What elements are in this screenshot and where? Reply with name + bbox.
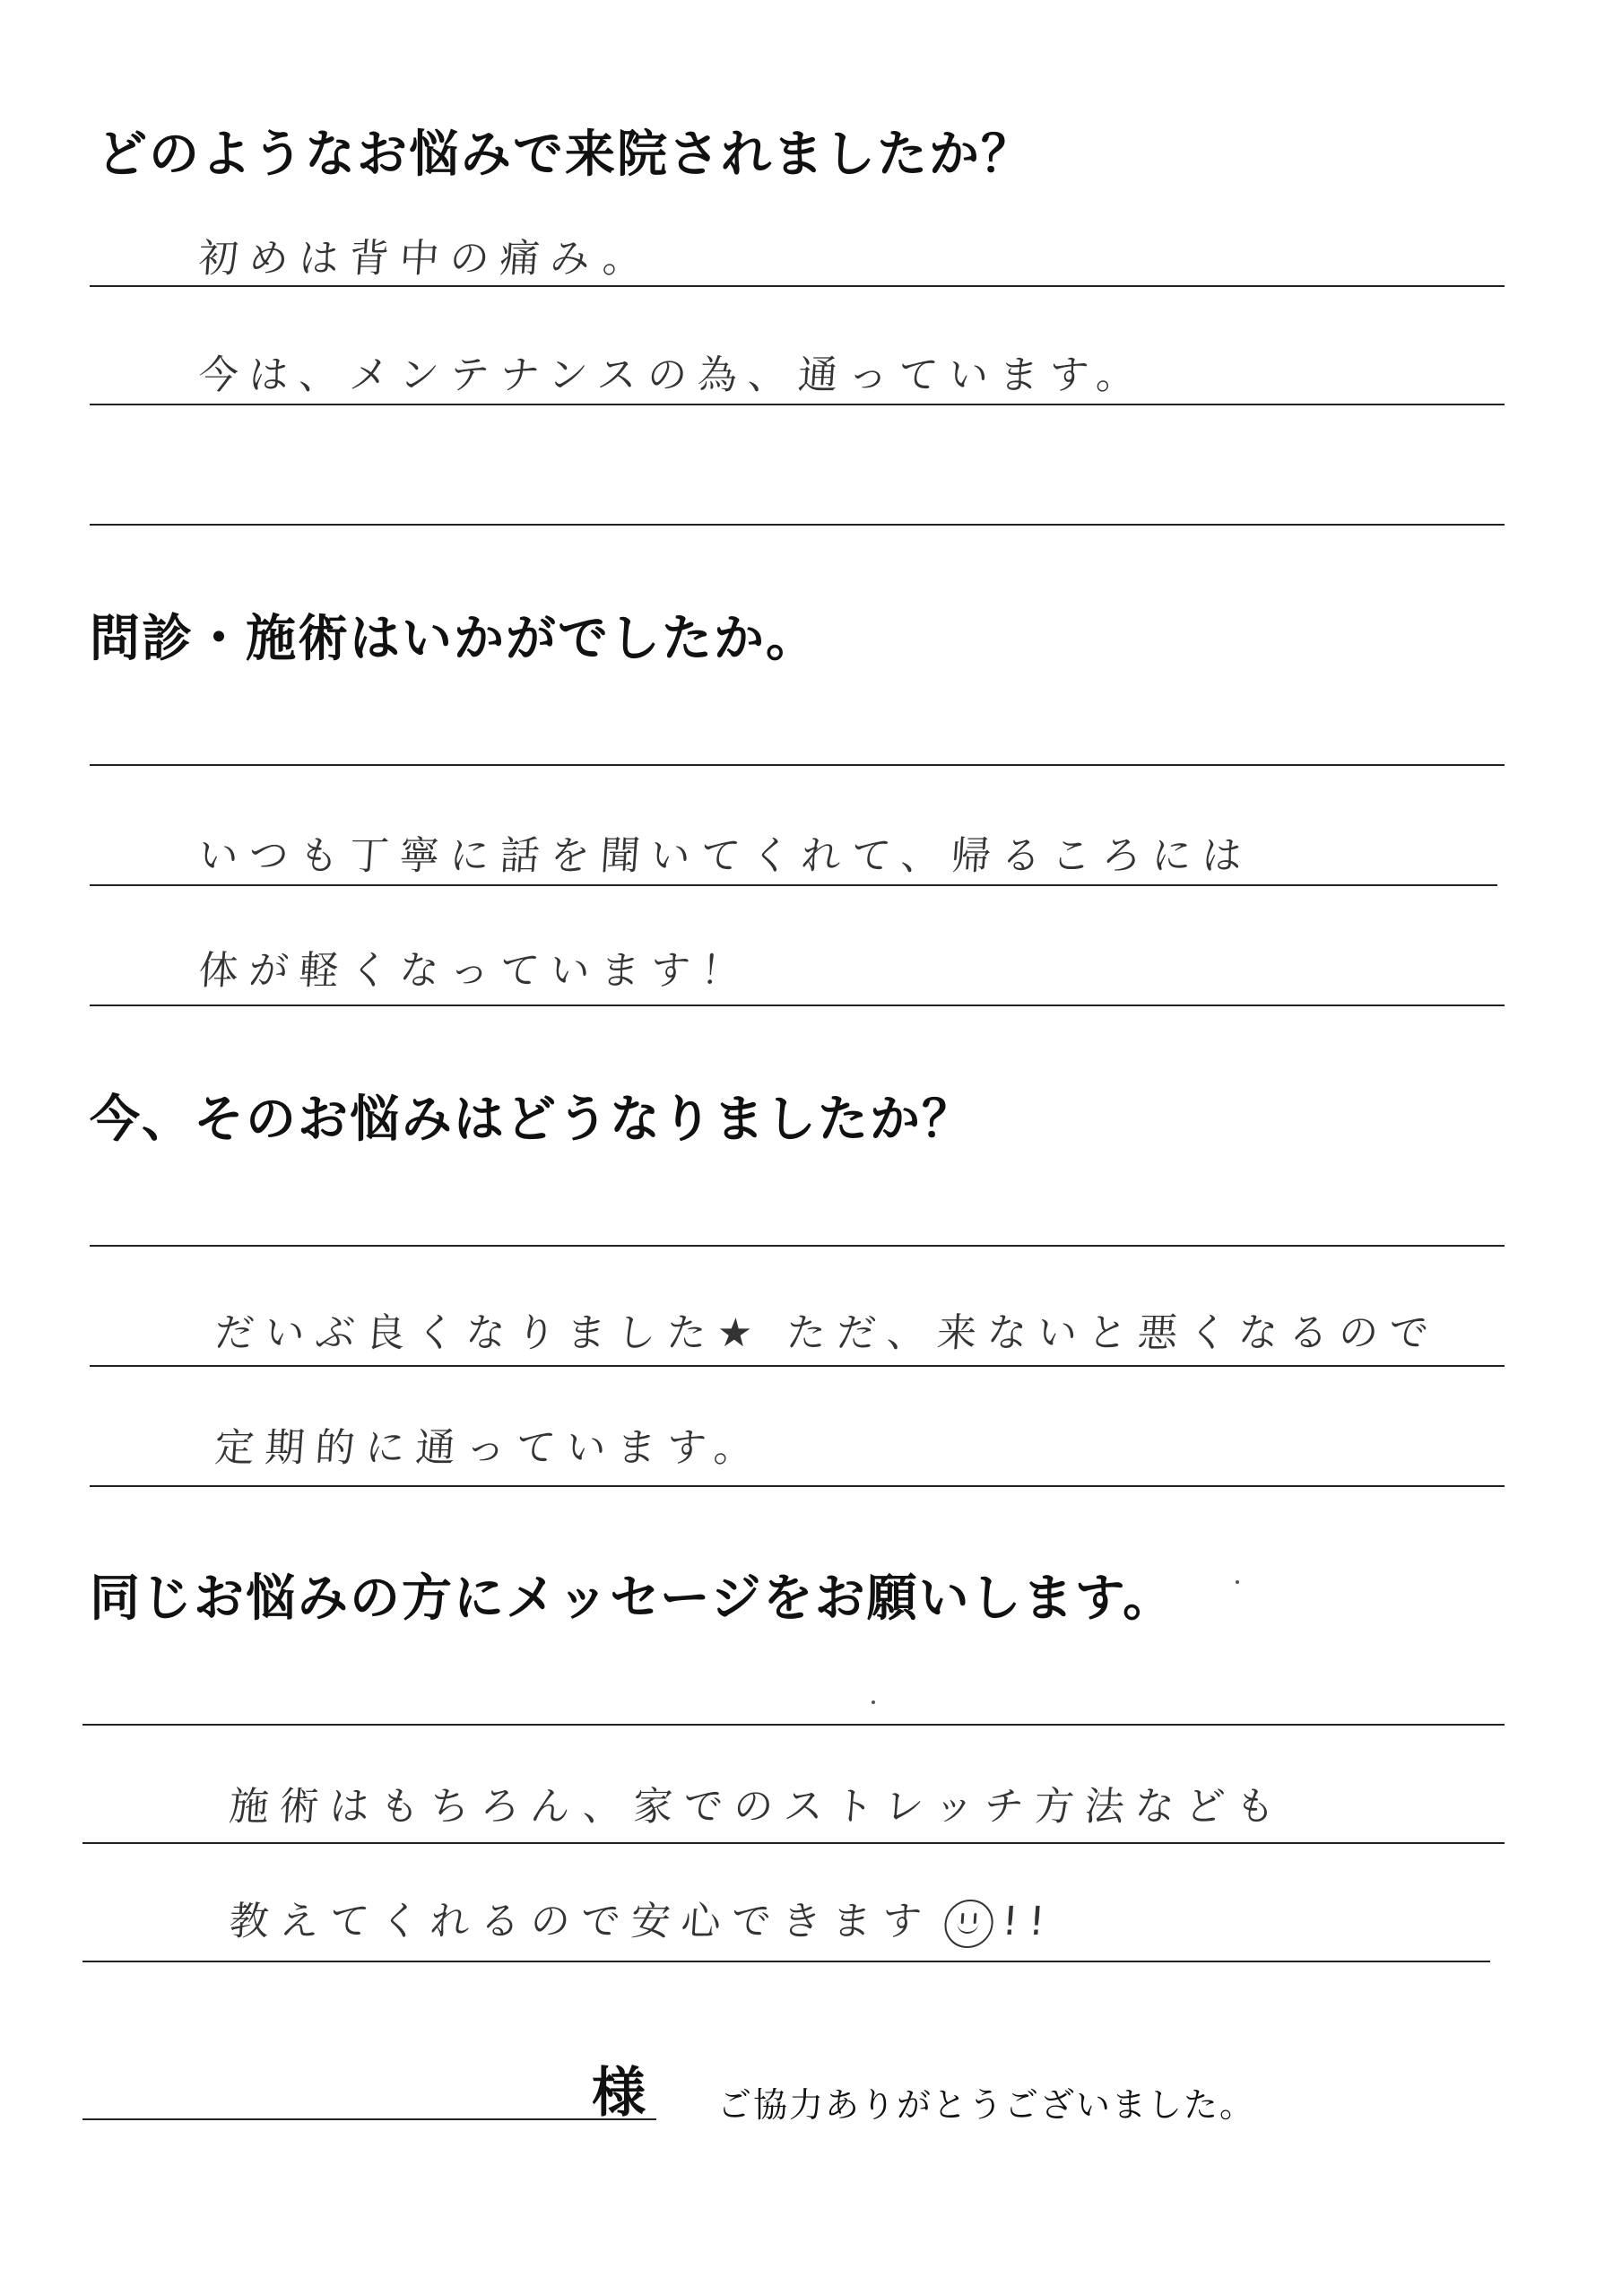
question-4-heading: 同じお悩みの方にメッセージをお願いします。 bbox=[90, 1570, 1175, 1628]
question-1-heading: どのようなお悩みで来院されましたか？ bbox=[97, 126, 1033, 184]
answer-line bbox=[90, 524, 1505, 526]
scan-speck bbox=[872, 1700, 875, 1704]
answer-1-line-1: 初めは背中の痛み。 bbox=[196, 236, 655, 282]
scan-speck bbox=[1236, 1580, 1239, 1584]
answer-line bbox=[82, 1961, 1490, 1962]
question-3-heading: 今、そのお悩みはどうなりましたか？ bbox=[90, 1091, 974, 1149]
smiley-face-icon bbox=[943, 1900, 995, 1948]
answer-4-line-1: 施術はもちろん、家でのストレッチ方法なども bbox=[227, 1784, 1288, 1830]
answer-2-line-1: いつも丁寧に話を聞いてくれて、帰るころには bbox=[196, 833, 1254, 879]
answer-2-line-2: 体が軽くなっています！ bbox=[196, 948, 753, 994]
honorific-label: 様 bbox=[592, 2062, 646, 2125]
answer-4-exclamation: !! bbox=[1000, 1899, 1057, 1944]
answer-line bbox=[90, 1004, 1505, 1006]
answer-1-line-2: 今は、メンテナンスの為、通っています。 bbox=[196, 352, 1149, 398]
answer-line bbox=[90, 1245, 1505, 1247]
question-2-heading: 問診・施術はいかがでしたか。 bbox=[90, 610, 818, 668]
answer-line bbox=[90, 404, 1505, 405]
answer-line bbox=[90, 1365, 1505, 1367]
answer-3-line-1: だいぶ良くなりました★ ただ、来ないと悪くなるので bbox=[213, 1310, 1441, 1356]
answer-line bbox=[90, 1485, 1505, 1487]
name-signature-line bbox=[82, 2118, 656, 2120]
thanks-message: ご協力ありがとうございました。 bbox=[717, 2085, 1256, 2125]
answer-line bbox=[90, 285, 1505, 287]
answer-line bbox=[90, 884, 1497, 886]
answer-4-line-2-text: 教えてくれるので安心できます bbox=[227, 1899, 934, 1944]
answer-4-line-2 bbox=[228, 1889, 1058, 1948]
answer-line bbox=[90, 764, 1505, 766]
answer-3-line-2: 定期的に通っています。 bbox=[213, 1425, 766, 1471]
answer-line bbox=[82, 1724, 1505, 1726]
answer-line bbox=[82, 1842, 1505, 1844]
